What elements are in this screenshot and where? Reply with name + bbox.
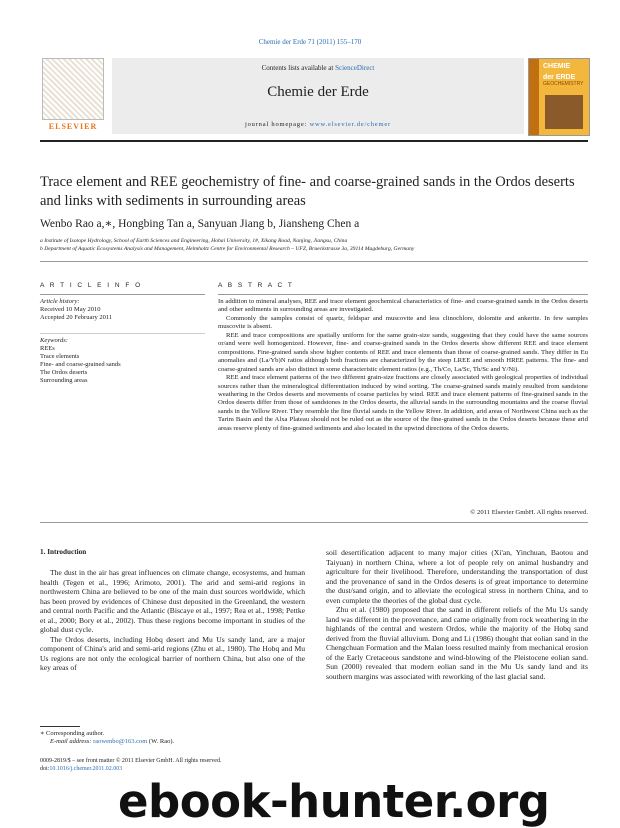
- body-column-right: [326, 548, 588, 681]
- email-link[interactable]: raowenbo@163.com: [93, 738, 148, 745]
- contents-line: [112, 64, 524, 72]
- cover-subtitle: der ERDE: [543, 74, 576, 81]
- divider: [40, 261, 588, 262]
- divider: [40, 522, 588, 523]
- article-title: Trace element and REE geochemistry of fine- and coarse-grained sands in the Ordos deserts and links with sediments in surrounding areas: [40, 174, 575, 209]
- journal-title: Chemie der Erde: [267, 84, 369, 100]
- contents-prefix: Contents lists available at: [261, 64, 336, 72]
- copyright-notice: © 2011 Elsevier GmbH. All rights reserved.: [470, 509, 588, 516]
- affiliation-b: b Department of Aquatic Ecosystems Analysis and Management, Helmholtz Centre for Environmental Research – UFZ, Brueckstrasse 3a, 39114 Magdeburg, Germany: [40, 246, 415, 252]
- journal-cover[interactable]: [528, 58, 590, 136]
- abstract-paragraph: REE and trace compositions are spatially uniform for the same grain-size sands, suggesting that they could have the same sources or/and were well homogenized. However, fine- and coarse-grained sands in the Ordos deserts show different REE and trace element compositions. Fine-grained sands show higher contents of REE and trace elements than those of coarse-grained sands. They differ in Eu anomalies and (La/Yb)N ratios although both fractions are characterized by the steep LREE and smooth HREE patterns. The fine- and coarse-grained sands are also distinct in some characteristic element ratios (e.g., Th/Co, La/Sc, Th/Sc and Y/Ni).: [218, 331, 588, 373]
- body-paragraph: The Ordos deserts, including Hobq desert and Mu Us sandy land, are a major component of China's arid and semi-arid regions (Zhu et al., 1980). The Hobq and Mu Us regions are not only the ecological barrier of northern China, but also one of the key areas of: [40, 634, 305, 672]
- doi-link[interactable]: 10.1016/j.chemer.2011.02.003: [49, 766, 123, 772]
- body-paragraph: The dust in the air has great influences on climate change, ecosystems, and human health (Tegen et al., 1996; Arimoto, 2001). The arid and semi-arid regions in northwestern China are believed to be one of the main dust sources worldwide, which has been proved by evidences of Chinese dust deposited in the Greenland, the western and central north Pacific and the Atlantic (Biscaye et al., 1997; Rea et al., 1998; Pettke et al., 2000; Bory et al., 2002). Thus these regions become important in studies of the global dust cycle.: [40, 568, 305, 634]
- affiliation-a: a Institute of Isotope Hydrology, School of Earth Sciences and Engineering, Hohai University, 1#, Xikang Road, Nanjing, Jiangsu, China: [40, 238, 348, 244]
- cover-title: CHEMIE: [543, 63, 571, 70]
- article-history: [40, 298, 205, 322]
- homepage-line: [112, 121, 524, 128]
- email-label: E-mail address:: [50, 738, 94, 745]
- watermark-text: ebook-hunter.org: [118, 775, 550, 828]
- accepted-date: Accepted 20 February 2011: [40, 314, 113, 321]
- keywords-block: [40, 337, 205, 385]
- section-heading: 1. Introduction: [40, 548, 87, 556]
- author-list[interactable]: Wenbo Rao a,∗, Hongbing Tan a, Sanyuan Jiang b, Jiansheng Chen a: [40, 218, 360, 230]
- body-paragraph: Zhu et al. (1980) proposed that the sand in different reliefs of the Mu Us sandy land was different in the provenance, and came originally from rock weathering in the highlands of the central and western Ordos, while the majority of the Hobq sand derived from the fluvial alluvium. Dong and Li (1986) thought that eolian sand in the Chengchuan Formation and the Malan loess resulted mainly from mechanical erosion of the Early Cretaceous sandstone and wind-blowing of the Pleistocene eolian sand. Sun (2000) revealed that modern eolian sand in the Mu Us sandy land and its southern margins was associated with reworking of the last glacial sand.: [326, 605, 588, 681]
- keyword-item: REEs: [40, 345, 55, 352]
- cover-image: [545, 95, 583, 129]
- homepage-link[interactable]: www.elsevier.de/chemer: [309, 121, 391, 128]
- doi-prefix: doi:: [40, 766, 50, 772]
- divider: [40, 333, 205, 334]
- keyword-item: Trace elements: [40, 353, 80, 360]
- corresponding-author-note: ∗ Corresponding author.: [40, 730, 105, 737]
- footnote-divider: [40, 726, 80, 727]
- keyword-item: Surrounding areas: [40, 377, 88, 384]
- homepage-prefix: journal homepage:: [244, 121, 310, 128]
- abstract-paragraph: In addition to mineral analyses, REE and trace element geochemical characteristics of fine- and coarse-grained sands in the Ordos deserts and other sediments in surrounding areas are investigated.: [218, 298, 588, 314]
- article-info-label: A R T I C L E I N F O: [40, 282, 143, 289]
- abstract-body: [218, 298, 588, 433]
- cover-tagline: GEOCHEMISTRY: [543, 81, 584, 87]
- tree-icon: [42, 58, 104, 120]
- cover-strip: [529, 59, 539, 135]
- bottom-reference: [40, 757, 221, 773]
- body-column-left: [40, 568, 305, 673]
- abstract-paragraph: Commonly the samples consist of quartz, feldspar and muscovite and less clinochlore, dolomite and ankerite. In few samples muscovite is absent.: [218, 314, 588, 331]
- elsevier-logo[interactable]: [40, 58, 106, 134]
- abstract-paragraph: REE and trace element patterns of the two different grain-size fractions are closely associated with geological properties of individual sources rather than the mineralogical differentiation induced by wind sorting. The coarse-grained sands mainly resulted from sandstone weathering in the Ordos deserts and movements of coarse particles by wind. REE and trace element patterns of fine-grained sands in the Ordos deserts differ from those of sandstones in the Ordos deserts, the alluvial sands in the surrounding mountains and the coarse fluvial sands in the Yellow River. They resemble the fine fluvial sands in the Yellow River. In addition, arid areas of Northwest China such as the Tarim Basin and the Alxa Plateau should not be ruled out as the source of the fine-grained sands in the Ordos deserts because these arid areas reserve plenty of fine-grained sediments and also located in the upwind directions of the Ordos deserts.: [218, 374, 588, 432]
- email-suffix: (W. Rao).: [147, 738, 175, 745]
- issn-line: 0009-2819/$ – see front matter © 2011 Elsevier GmbH. All rights reserved.: [40, 758, 222, 764]
- journal-header: [40, 58, 588, 134]
- body-paragraph: soil desertification adjacent to many major cities (Xi'an, Yinchuan, Baotou and Taiyuan) in northern China, where a lot of people rely on animal husbandry and agriculture for their livelihood. Therefore, understanding the transportation of dust and the provenance of sand in the Ordos deserts is of great importance to determine the dust/sand origin, and to alleviate the ecological stress in northern China, and to even complete the theories of the global dust cycle.: [326, 548, 588, 605]
- email-line: [40, 738, 174, 746]
- publisher-name: ELSEVIER: [48, 122, 98, 131]
- divider: [40, 140, 588, 142]
- journal-reference[interactable]: Chemie der Erde 71 (2011) 155–170: [258, 38, 362, 46]
- divider: [218, 294, 588, 295]
- keyword-item: The Ordos deserts: [40, 369, 88, 376]
- journal-info-box: [112, 58, 524, 134]
- sciencedirect-link[interactable]: ScienceDirect: [335, 64, 375, 72]
- divider: [40, 294, 205, 295]
- keywords-heading: Keywords:: [40, 337, 68, 344]
- doi-line: [40, 765, 221, 773]
- footnote: [40, 730, 174, 746]
- received-date: Received 10 May 2010: [40, 306, 101, 313]
- history-heading: Article history:: [40, 298, 80, 305]
- abstract-label: A B S T R A C T: [218, 282, 294, 289]
- keyword-item: Fine- and coarse-grained sands: [40, 361, 121, 368]
